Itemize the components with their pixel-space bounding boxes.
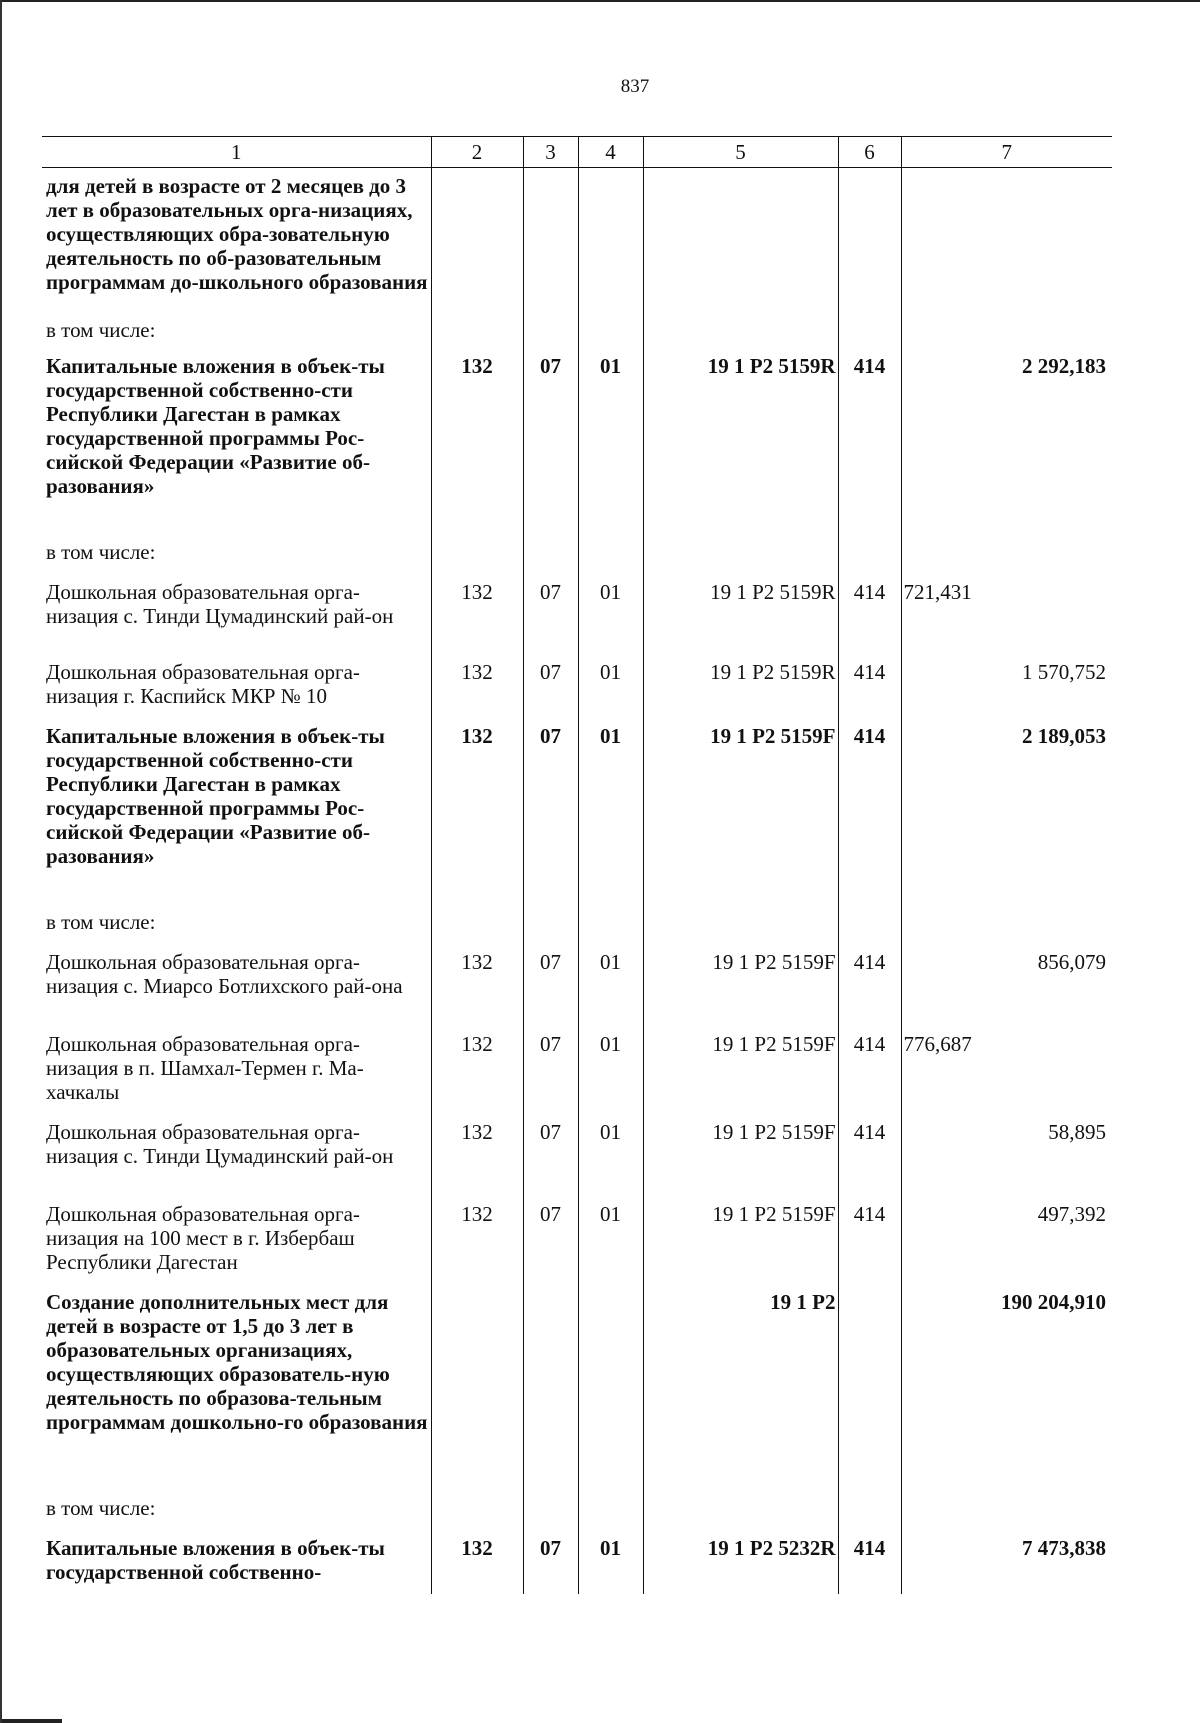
row-description: Дошкольная образовательная орга-низация с. Миарсо Ботлихского рай-она	[46, 949, 403, 998]
column-header: 4	[578, 137, 643, 168]
cell-section: 07	[523, 718, 578, 908]
cell-expense-type: 414	[838, 574, 901, 654]
cell-target-item	[643, 316, 838, 348]
cell-amount: 2 189,053	[901, 718, 1112, 908]
cell-expense-type: 414	[838, 1026, 901, 1114]
cell-expense-type: 414	[838, 718, 901, 908]
cell-subsection: 01	[578, 1530, 643, 1594]
cell-target-item: 19 1 Р2 5159R	[643, 348, 838, 538]
cell-subsection: 01	[578, 1196, 643, 1284]
cell-target-item: 19 1 Р2 5159R	[643, 654, 838, 718]
row-description: Капитальные вложения в объек-ты государственной собственно-	[46, 1535, 385, 1584]
cell-expense-type	[838, 168, 901, 316]
cell-amount	[901, 168, 1112, 316]
scan-border-top	[0, 0, 1200, 2]
cell-section: 07	[523, 574, 578, 654]
cell-target-item: 19 1 Р2 5159F	[643, 944, 838, 1026]
row-description: для детей в возрасте от 2 месяцев до 3 лет в образовательных орга-низациях, осуществляющих обра-зовательную деятельность по об-разовательным программам до-школьного образования	[46, 174, 428, 294]
row-description: Капитальные вложения в объек-ты государственной собственно-сти Республики Дагестан в рамках государственной программы Рос-сийской Федерации «Развитие об-разования»	[46, 353, 385, 498]
page-number: 837	[620, 76, 650, 97]
cell-subsection	[578, 908, 643, 944]
column-header: 1	[42, 137, 431, 168]
cell-subsection	[578, 1284, 643, 1494]
column-header: 5	[643, 137, 838, 168]
table-row	[42, 1026, 1112, 1114]
cell-section	[523, 168, 578, 316]
cell-section: 07	[523, 348, 578, 538]
cell-expense-type: 414	[838, 348, 901, 538]
cell-ministry-code: 132	[431, 718, 523, 908]
row-description: Дошкольная образовательная орга-низация в п. Шамхал-Термен г. Ма-хачкалы	[46, 1031, 364, 1104]
column-header: 7	[901, 137, 1112, 168]
cell-expense-type	[838, 538, 901, 574]
cell-expense-type	[838, 1494, 901, 1530]
cell-amount: 7 473,838	[901, 1530, 1112, 1594]
table-row	[42, 168, 1112, 316]
cell-subsection	[578, 168, 643, 316]
scan-border-left	[0, 0, 2, 1723]
row-description: Дошкольная образовательная орга-низация г. Каспийск МКР № 10	[46, 659, 360, 708]
cell-section: 07	[523, 1196, 578, 1284]
table-row	[42, 1284, 1112, 1494]
cell-expense-type: 414	[838, 654, 901, 718]
row-description: в том числе:	[46, 317, 156, 342]
cell-ministry-code	[431, 316, 523, 348]
cell-subsection: 01	[578, 944, 643, 1026]
cell-amount	[901, 538, 1112, 574]
cell-amount	[901, 908, 1112, 944]
table-row	[42, 1494, 1112, 1530]
cell-ministry-code: 132	[431, 1026, 523, 1114]
table-row	[42, 718, 1112, 908]
cell-target-item: 19 1 Р2 5159F	[643, 1196, 838, 1284]
table-row	[42, 1196, 1112, 1284]
cell-section	[523, 316, 578, 348]
cell-expense-type: 414	[838, 1114, 901, 1196]
cell-expense-type	[838, 908, 901, 944]
cell-section	[523, 908, 578, 944]
table-row	[42, 348, 1112, 538]
cell-amount: 721,431	[901, 574, 1112, 654]
cell-amount: 497,392	[901, 1196, 1112, 1284]
cell-subsection	[578, 1494, 643, 1530]
budget-table	[42, 136, 1112, 1594]
cell-target-item: 19 1 Р2 5159F	[643, 718, 838, 908]
column-number-row	[42, 137, 1112, 168]
cell-amount: 856,079	[901, 944, 1112, 1026]
cell-amount	[901, 1494, 1112, 1530]
cell-amount: 776,687	[901, 1026, 1112, 1114]
row-description: Капитальные вложения в объек-ты государственной собственно-сти Республики Дагестан в рамках государственной программы Рос-сийской Федерации «Развитие об-разования»	[46, 723, 385, 868]
cell-ministry-code	[431, 168, 523, 316]
cell-ministry-code: 132	[431, 1196, 523, 1284]
cell-target-item: 19 1 Р2 5232R	[643, 1530, 838, 1594]
cell-expense-type	[838, 316, 901, 348]
cell-ministry-code	[431, 1284, 523, 1494]
table-row	[42, 1530, 1112, 1594]
cell-ministry-code: 132	[431, 574, 523, 654]
cell-subsection: 01	[578, 654, 643, 718]
cell-subsection: 01	[578, 1114, 643, 1196]
cell-amount: 1 570,752	[901, 654, 1112, 718]
cell-ministry-code: 132	[431, 348, 523, 538]
cell-target-item: 19 1 Р2 5159F	[643, 1114, 838, 1196]
cell-section: 07	[523, 654, 578, 718]
row-description: Дошкольная образовательная орга-низация с. Тинди Цумадинский рай-он	[46, 1119, 394, 1168]
cell-target-item	[643, 538, 838, 574]
cell-amount: 2 292,183	[901, 348, 1112, 538]
table-body	[42, 168, 1112, 1594]
table-row	[42, 316, 1112, 348]
cell-ministry-code: 132	[431, 944, 523, 1026]
cell-section	[523, 1494, 578, 1530]
cell-ministry-code	[431, 908, 523, 944]
cell-target-item	[643, 168, 838, 316]
cell-section: 07	[523, 944, 578, 1026]
cell-ministry-code: 132	[431, 1114, 523, 1196]
cell-subsection: 01	[578, 348, 643, 538]
row-description: в том числе:	[46, 539, 156, 564]
cell-amount: 190 204,910	[901, 1284, 1112, 1494]
cell-section	[523, 538, 578, 574]
cell-subsection	[578, 316, 643, 348]
cell-amount: 58,895	[901, 1114, 1112, 1196]
cell-expense-type	[838, 1284, 901, 1494]
cell-ministry-code: 132	[431, 1530, 523, 1594]
cell-target-item	[643, 1494, 838, 1530]
table-row	[42, 908, 1112, 944]
cell-target-item: 19 1 Р2 5159F	[643, 1026, 838, 1114]
cell-ministry-code	[431, 538, 523, 574]
cell-section: 07	[523, 1114, 578, 1196]
column-header: 3	[523, 137, 578, 168]
column-header: 2	[431, 137, 523, 168]
cell-amount	[901, 316, 1112, 348]
column-header: 6	[838, 137, 901, 168]
cell-target-item: 19 1 Р2	[643, 1284, 838, 1494]
cell-section	[523, 1284, 578, 1494]
table-row	[42, 944, 1112, 1026]
table-row	[42, 654, 1112, 718]
row-description: в том числе:	[46, 1495, 156, 1520]
cell-expense-type: 414	[838, 944, 901, 1026]
cell-section: 07	[523, 1026, 578, 1114]
cell-section: 07	[523, 1530, 578, 1594]
cell-ministry-code: 132	[431, 654, 523, 718]
table-row	[42, 538, 1112, 574]
cell-subsection	[578, 538, 643, 574]
row-description: в том числе:	[46, 909, 156, 934]
table-row	[42, 574, 1112, 654]
cell-expense-type: 414	[838, 1196, 901, 1284]
scan-corner-mark	[2, 1719, 62, 1723]
cell-subsection: 01	[578, 574, 643, 654]
row-description: Дошкольная образовательная орга-низация с. Тинди Цумадинский рай-он	[46, 579, 394, 628]
cell-subsection: 01	[578, 718, 643, 908]
row-description: Создание дополнительных мест для детей в возрасте от 1,5 до 3 лет в образовательных организациях, осуществляющих образователь-ную деятельность по образова-тельным программам дошкольно-го образования	[46, 1289, 428, 1434]
cell-ministry-code	[431, 1494, 523, 1530]
cell-target-item: 19 1 Р2 5159R	[643, 574, 838, 654]
table-row	[42, 1114, 1112, 1196]
cell-subsection: 01	[578, 1026, 643, 1114]
cell-target-item	[643, 908, 838, 944]
cell-expense-type: 414	[838, 1530, 901, 1594]
row-description: Дошкольная образовательная орга-низация на 100 мест в г. Избербаш Республики Дагестан	[46, 1201, 360, 1274]
